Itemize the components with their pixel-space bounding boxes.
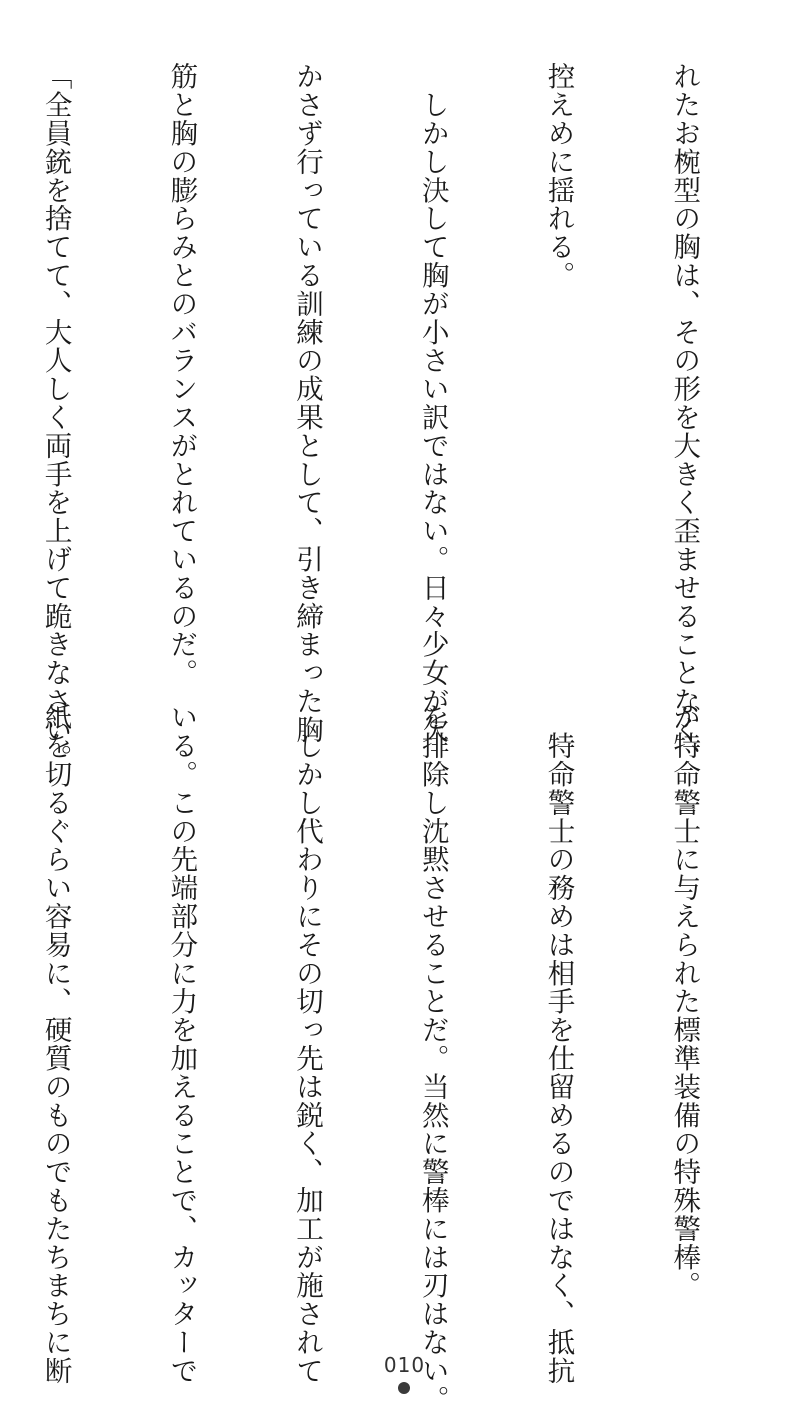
text-column: を排除し沈黙させることだ。当然に警棒には刃はない。 [416,703,449,1413]
text-column: 筋と胸の膨らみとのバランスがとれているのだ。 [165,62,198,687]
text-column: かさず行っている訓練の成果として、引き締まった胸 [291,62,324,744]
text-column: 「全員銃を捨てて、大人しく両手を上げて跪きなさい。 [39,62,72,772]
text-block-top [39,62,788,772]
text-column: 紙を切るぐらい容易に、硬質のものでもたちまちに断 [39,703,72,1385]
page-number: 010 [383,1353,426,1377]
text-column: しかし決して胸が小さい訳ではない。日々少女が欠 [416,62,449,744]
text-column: いる。この先端部分に力を加えることで、カッターで [165,703,198,1385]
text-column: しかし代わりにその切っ先は鋭く、加工が施されて [291,703,324,1385]
page-marker-dot-icon [398,1382,410,1394]
text-column: れたお椀型の胸は、その形を大きく歪ませることなく、 [668,62,701,772]
text-column: が特命警士に与えられた標準装備の特殊警棒。 [668,703,701,1300]
text-column: 控えめに揺れる。 [542,62,575,290]
text-column: 特命警士の務めは相手を仕留めるのではなく、抵抗 [542,703,575,1385]
